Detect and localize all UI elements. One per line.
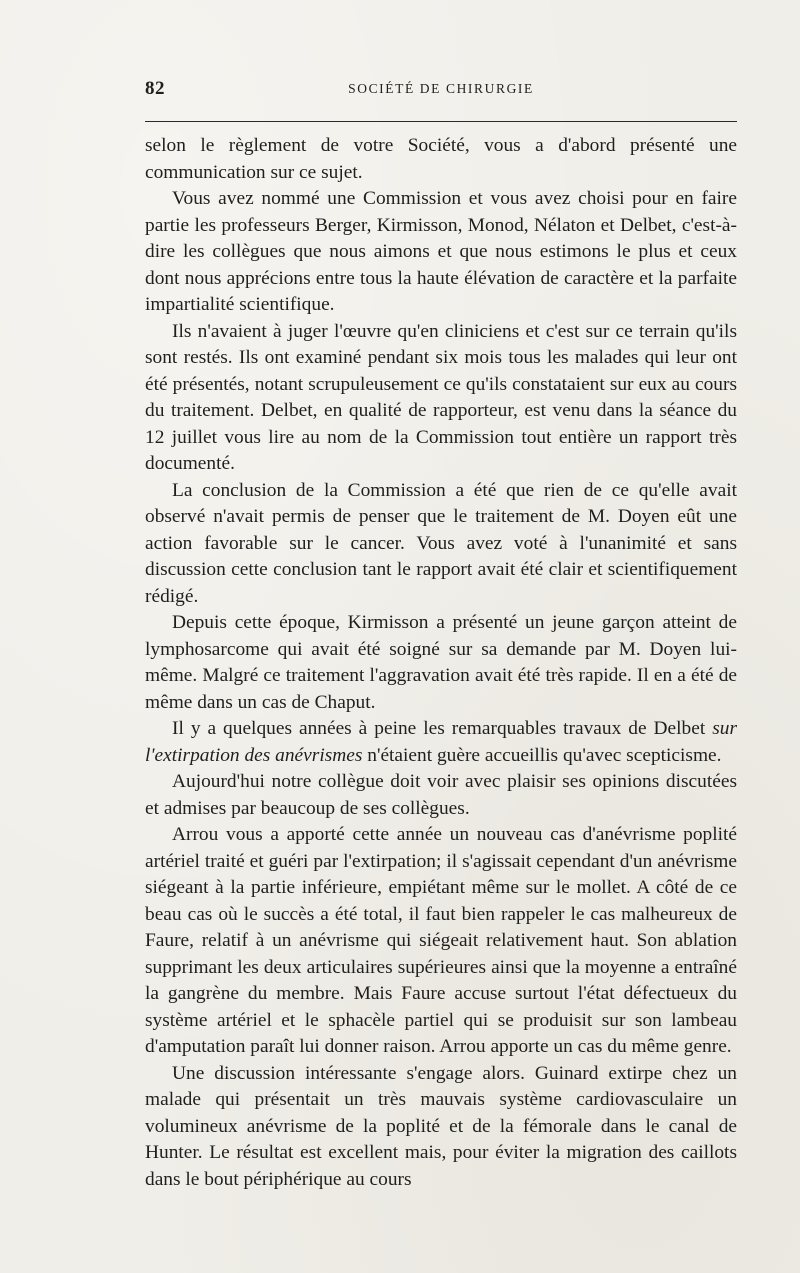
paragraph-1: selon le règlement de votre Société, vous a d'abord présenté une communication sur ce sujet. [145, 135, 737, 183]
paragraph-8: Arrou vous a apporté cette année un nouveau cas d'anévrisme poplité artériel traité et guéri par l'extirpation; il s'agissait cependant d'un anévrisme siégeant à la partie inférieure, empiétant même sur le mollet. A côté de ce beau cas où le succès a été total, il faut bien rappeler le cas malheureux de Faure, relatif à un anévrisme qui siégeait relativement haut. Son ablation supprimant les deux articulaires supérieures ainsi que la moyenne a entraîné la gangrène du membre. Mais Faure accuse surtout l'état défectueux du système artériel et le sphacèle partiel qui se produisit sur son lambeau d'amputation paraît lui donner raison. Arrou apporte un cas du même genre. [145, 824, 737, 1057]
header-rule [145, 121, 737, 122]
paragraph-2: Vous avez nommé une Commission et vous avez choisi pour en faire partie les professeurs Berger, Kirmisson, Monod, Nélaton et Delbet, c'est-à-dire les collègues que nous aimons et que nous estimons le plus et ceux dont nous apprécions entre tous la haute élévation de caractère et la parfaite impartialité scientifique. [145, 188, 737, 315]
paragraph-9: Une discussion intéressante s'engage alors. Guinard extirpe chez un malade qui présentait un très mauvais système cardiovasculaire un volumineux anévrisme de la poplité et de la fémorale dans le canal de Hunter. Le résultat est excellent mais, pour éviter la migration des caillots dans le bout périphérique au cours [145, 1062, 737, 1190]
page-header [145, 78, 737, 102]
paragraph-3: Ils n'avaient à juger l'œuvre qu'en cliniciens et c'est sur ce terrain qu'ils sont restés. Ils ont examiné pendant six mois tous les malades qui leur ont été présentés, notant scrupuleusement ce qu'ils constataient sur eux au cours du traitement. Delbet, en qualité de rapporteur, est venu dans la séance du 12 juillet vous lire au nom de la Commission tout entière un rapport très documenté. [145, 320, 737, 474]
paragraph-6-text-after: n'étaient guère accueillis qu'avec scepticisme. [362, 744, 722, 766]
paragraph-7: Aujourd'hui notre collègue doit voir avec plaisir ses opinions discutées et admises par beaucoup de ses collègues. [145, 771, 737, 819]
body-text [145, 133, 737, 1193]
paragraph-6-italic-title: sur l'extirpation des anévrismes [145, 718, 737, 766]
running-title: SOCIÉTÉ DE CHIRURGIE [348, 81, 534, 96]
paragraph-5: Depuis cette époque, Kirmisson a présenté un jeune garçon atteint de lymphosarcome qui avait été soigné sur sa demande par M. Doyen lui-même. Malgré ce traitement l'aggravation avait été très rapide. Il en a été de même dans un cas de Chaput. [145, 612, 737, 713]
page-number: 82 [145, 78, 165, 99]
paragraph-6 [145, 716, 737, 769]
paragraph-6-text-before: Il y a quelques années à peine les remarquables travaux de Delbet [172, 718, 713, 739]
paragraph-4: La conclusion de la Commission a été que rien de ce qu'elle avait observé n'avait permis de penser que le traitement de M. Doyen eût une action favorable sur le cancer. Vous avez voté à l'unanimité et sans discussion cette conclusion tant le rapport avait été clair et scientifiquement rédigé. [145, 479, 737, 607]
